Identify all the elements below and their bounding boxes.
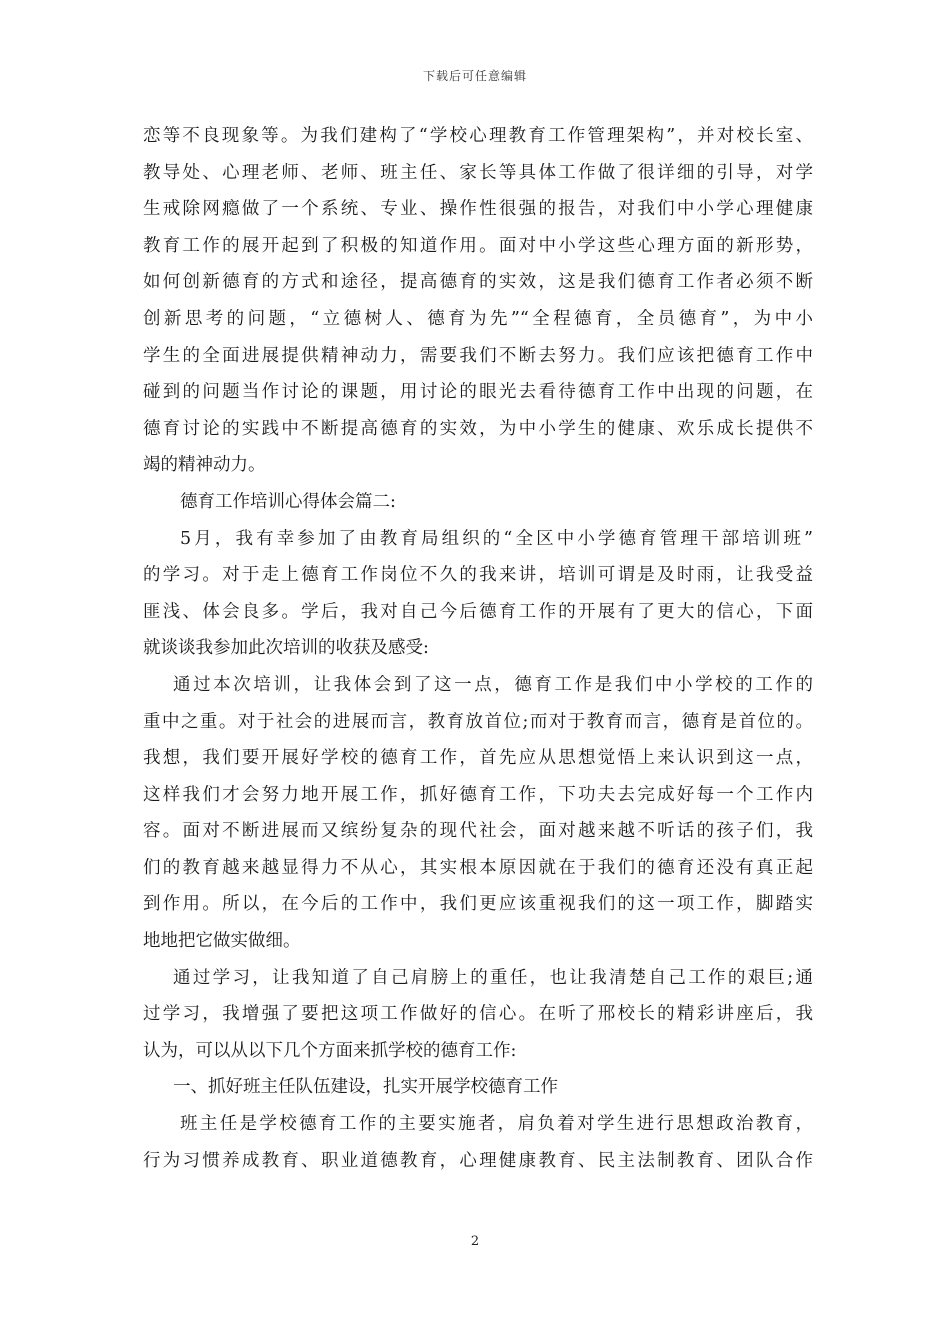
text-line: 德育讨论的实践中不断提高德育的实效，为中小学生的健康、欢乐成长提供不 (143, 418, 813, 439)
page-number: 2 (470, 1234, 480, 1249)
text-line: 容。面对不断进展而又缤纷复杂的现代社会，面对越来越不听话的孩子们，我 (143, 821, 813, 842)
text-line: 学生的全面进展提供精神动力，需要我们不断去努力。我们应该把德育工作中 (143, 345, 813, 366)
text-line: 到作用。所以，在今后的工作中，我们更应该重视我们的这一项工作，脚踏实 (143, 894, 813, 915)
page-header: 下载后可任意编辑 (422, 69, 527, 83)
text-line: 如何创新德育的方式和途径，提高德育的实效，这是我们德育工作者必须不断 (143, 272, 813, 293)
text-line: 行为习惯养成教育、职业道德教育，心理健康教育、民主法制教育、团队合作 (143, 1150, 813, 1171)
text-line: 教导处、心理老师、老师、班主任、家长等具体工作做了很详细的引导，对学 (143, 162, 813, 183)
text-line: 过学习，我增强了要把这项工作做好的信心。在听了邢校长的精彩讲座后，我 (143, 1004, 813, 1025)
text-line: 重中之重。对于社会的进展而言，教育放首位;而对于教育而言，德育是首位的。 (143, 711, 813, 732)
document-body (143, 118, 813, 1179)
text-line: 通过本次培训，让我体会到了这一点，德育工作是我们中小学校的工作的 (173, 674, 813, 695)
text-line: 们的教育越来越显得力不从心，其实根本原因就在于我们的德育还没有真正起 (143, 857, 813, 878)
text-line: 创新思考的问题，“立德树人、德育为先”“全程德育，全员德育”，为中小 (143, 308, 813, 329)
text-line: 这样我们才会努力地开展工作，抓好德育工作，下功夫去完成好每一个工作内 (143, 784, 813, 805)
text-line: 地地把它做实做细。 (143, 931, 301, 952)
text-line: 就谈谈我参加此次培训的收获及感受: (143, 638, 429, 659)
text-line: 竭的精神动力。 (143, 455, 266, 476)
text-line: 生戒除网瘾做了一个系统、专业、操作性很强的报告，对我们中小学心理健康 (143, 199, 813, 220)
text-line: 班主任是学校德育工作的主要实施者，肩负着对学生进行思想政治教育， (180, 1114, 813, 1135)
text-line: 教育工作的展开起到了积极的知道作用。面对中小学这些心理方面的新形势， (143, 235, 813, 256)
text-line: 认为，可以从以下几个方面来抓学校的德育工作: (143, 1040, 517, 1061)
text-line: 恋等不良现象等。为我们建构了“学校心理教育工作管理架构”，并对校长室、 (143, 126, 813, 146)
text-line: 的学习。对于走上德育工作岗位不久的我来讲，培训可谓是及时雨，让我受益 (143, 565, 813, 586)
text-line: 匪浅、体会良多。学后，我对自己今后德育工作的开展有了更大的信心，下面 (143, 601, 813, 622)
section-heading: 德育工作培训心得体会篇二: (180, 491, 396, 512)
text-line: 5月，我有幸参加了由教育局组织的“全区中小学德育管理干部培训班” (180, 528, 813, 549)
section-heading: 一、抓好班主任队伍建设，扎实开展学校德育工作 (173, 1077, 558, 1098)
text-line: 我想，我们要开展好学校的德育工作，首先应从思想觉悟上来认识到这一点， (143, 748, 813, 769)
text-line: 碰到的问题当作讨论的课题，用讨论的眼光去看待德育工作中出现的问题，在 (143, 382, 813, 403)
text-line: 通过学习，让我知道了自己肩膀上的重任，也让我清楚自己工作的艰巨;通 (173, 967, 813, 988)
